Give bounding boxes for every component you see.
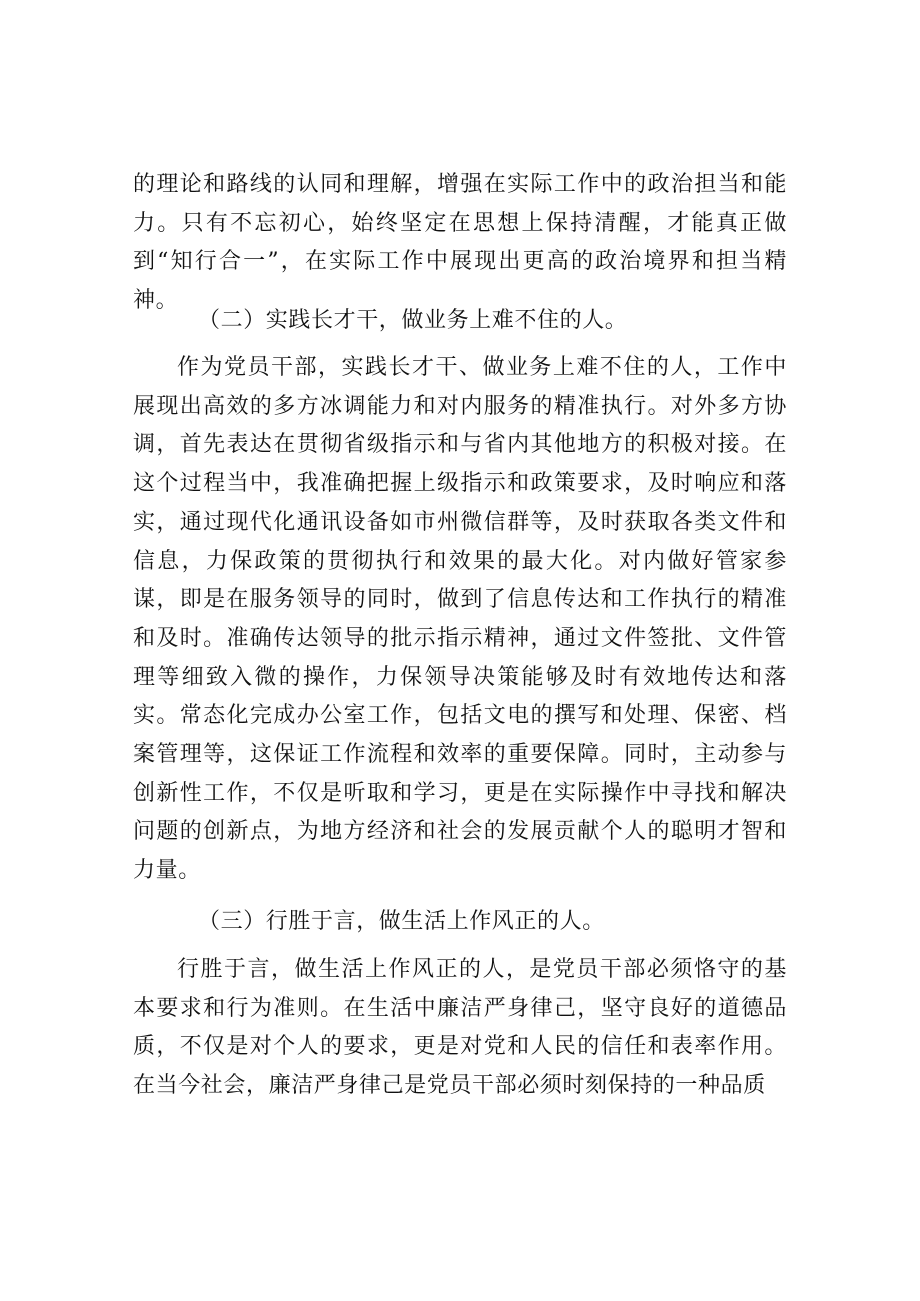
section-heading-two: （二）实践长才干，做业务上难不住的人。 xyxy=(198,308,628,333)
paragraph-conduct: 行胜于言，做生活上作风正的人，是党员干部必须恪守的基本要求和行为准则。在生活中廉洁严身律己，坚守良好的道德品质，不仅是对个人的要求，更是对党和人民的信任和表率作用。在当今社会，廉洁严身律己是党员干部必须时刻保持的一种品质 xyxy=(133,957,787,1099)
section-heading-two-wrapper xyxy=(133,302,787,341)
paragraph-practice: 作为党员干部，实践长才干、做业务上难不住的人，工作中展现出高效的多方冰调能力和对内服务的精准执行。对外多方协调，首先表达在贯彻省级指示和与省内其他地方的积极对接。在这个过程当中，我准确把握上级指示和政策要求，及时响应和落实，通过现代化通讯设备如市州微信群等，及时获取各类文件和信息，力保政策的贯彻执行和效果的最大化。对内做好管家参谋，即是在服务领导的同时，做到了信息传达和工作执行的精准和及时。准确传达领导的批示指示精神，通过文件签批、文件管理等细致入微的操作，力保领导决策能够及时有效地传达和落实。常态化完成办公室工作，包括文电的撰写和处理、保密、档案管理等，这保证工作流程和效率的重要保障。同时，主动参与创新性工作，不仅是听取和学习，更是在实际操作中寻找和解决问题的创新点，为地方经济和社会的发展贡献个人的聪明才智和力量。 xyxy=(133,355,787,884)
section-heading-three-wrapper xyxy=(133,903,787,942)
section-heading-three: （三）行胜于言，做生活上作风正的人。 xyxy=(198,909,605,934)
paragraph-conduct-wrapper xyxy=(133,951,787,1106)
paragraph-political-awareness: 的理论和路线的认同和理解，增强在实际工作中的政治担当和能力。只有不忘初心，始终坚定在思想上保持清醒，才能真正做到“知行合一”，在实际工作中展现出更高的政治境界和担当精神。 xyxy=(133,172,787,314)
paragraph-continuation xyxy=(133,166,787,321)
paragraph-practice-wrapper xyxy=(133,349,787,891)
